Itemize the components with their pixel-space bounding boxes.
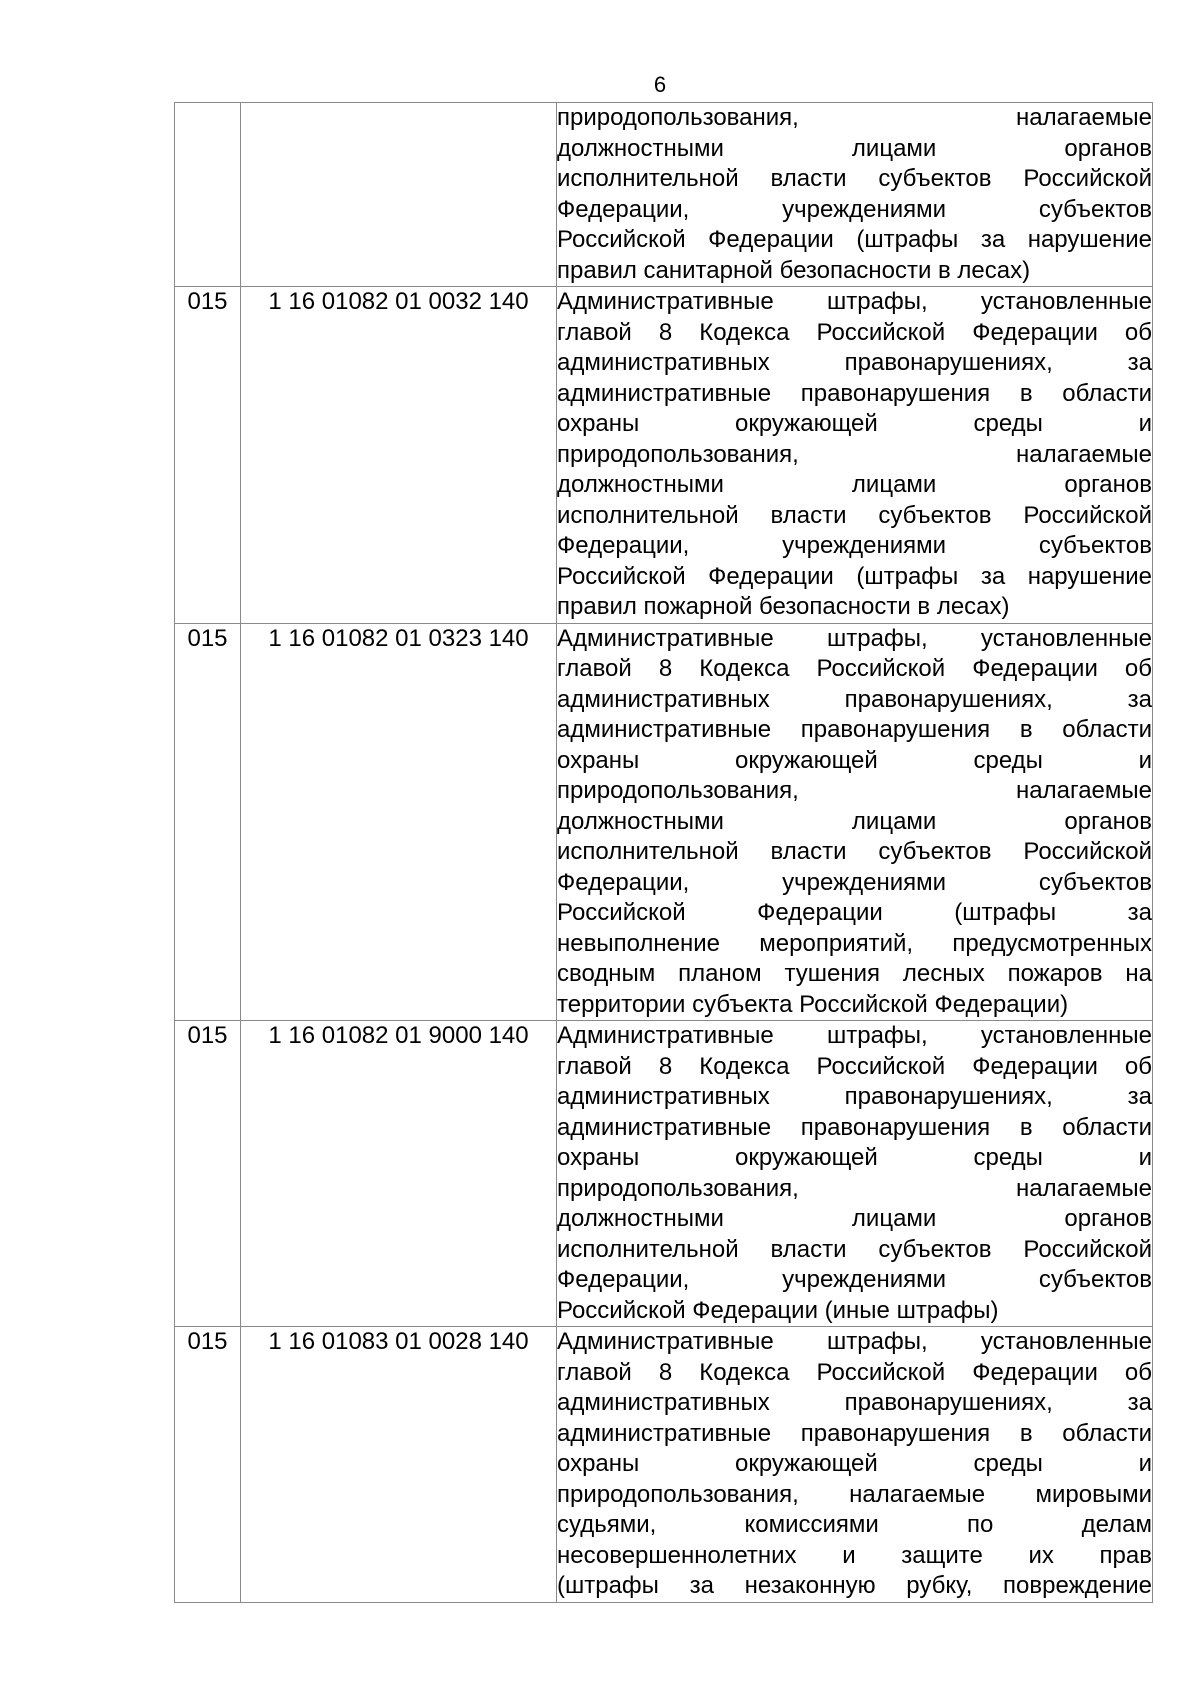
kbk-code-cell: [241, 103, 557, 287]
description-line: охраны окружающей среды и: [557, 1144, 1152, 1171]
kbk-code-cell: 1 16 01082 01 0323 140: [241, 623, 557, 1021]
description-line: Российской Федерации (штрафы за нарушение: [557, 226, 1152, 253]
page-number: 6: [653, 72, 667, 97]
description-line: главой 8 Кодекса Российской Федерации об: [557, 1358, 1152, 1386]
description-line: должностными лицами органов: [557, 471, 1152, 498]
description-line: природопользования, налагаемые: [557, 440, 1152, 468]
description-line: административных правонарушениях, за: [557, 685, 1152, 713]
description-line: исполнительной власти субъектов Российской: [557, 1235, 1152, 1263]
description-line: несовершеннолетних и защите их прав: [557, 1541, 1152, 1569]
description-line: Административные штрафы, установленные: [557, 624, 1152, 652]
description-line: исполнительной власти субъектов Российской: [557, 838, 1152, 865]
admin-code-cell: 015: [175, 287, 241, 624]
description-line: Федерации, учреждениями субъектов: [557, 532, 1152, 559]
kbk-code-cell: 1 16 01082 01 9000 140: [241, 1021, 557, 1327]
description-cell: [557, 1327, 1153, 1603]
description-line: административные правонарушения в области: [557, 716, 1152, 743]
description-line: Федерации, учреждениями субъектов: [557, 195, 1152, 223]
description-line: природопользования, налагаемые: [557, 1174, 1152, 1202]
admin-code-cell: 015: [175, 623, 241, 1021]
description-line: исполнительной власти субъектов Российской: [557, 501, 1152, 529]
description-line: главой 8 Кодекса Российской Федерации об: [557, 318, 1152, 346]
budget-codes-table: [174, 102, 1153, 1603]
description-line: должностными лицами органов: [557, 1205, 1152, 1232]
kbk-code-cell: 1 16 01082 01 0032 140: [241, 287, 557, 624]
description-line: административных правонарушениях, за: [557, 349, 1152, 376]
description-cell: [557, 287, 1153, 624]
description-cell: [557, 1021, 1153, 1327]
description-line: сводным планом тушения лесных пожаров на: [557, 960, 1152, 987]
description-line: охраны окружающей среды и: [557, 410, 1152, 437]
description-line: природопользования, налагаемые мировыми: [557, 1480, 1152, 1508]
description-line: должностными лицами органов: [557, 134, 1152, 162]
description-line: главой 8 Кодекса Российской Федерации об: [557, 1052, 1152, 1080]
description-line: административных правонарушениях, за: [557, 1389, 1152, 1416]
description-line: должностными лицами органов: [557, 807, 1152, 835]
description-line: административные правонарушения в области: [557, 1419, 1152, 1447]
description-line: исполнительной власти субъектов Российской: [557, 165, 1152, 192]
description-line: Российской Федерации (штрафы за: [557, 899, 1152, 926]
description-line: Российской Федерации (штрафы за нарушение: [557, 562, 1152, 590]
description-line: Федерации, учреждениями субъектов: [557, 1266, 1152, 1293]
admin-code-cell: [175, 103, 241, 287]
description-line: Российской Федерации (иные штрафы): [557, 1296, 999, 1324]
description-line: судьями, комиссиями по делам: [557, 1511, 1152, 1538]
description-line: правил пожарной безопасности в лесах): [557, 593, 1010, 620]
description-cell: [557, 103, 1153, 287]
description-line: территории субъекта Российской Федерации): [557, 990, 1069, 1018]
description-line: охраны окружающей среды и: [557, 746, 1152, 774]
table-row: [175, 1327, 1153, 1603]
description-line: административные правонарушения в области: [557, 1113, 1152, 1141]
description-line: охраны окружающей среды и: [557, 1450, 1152, 1477]
description-line: Федерации, учреждениями субъектов: [557, 868, 1152, 896]
kbk-code-cell: 1 16 01083 01 0028 140: [241, 1327, 557, 1603]
table-row: [175, 623, 1153, 1021]
admin-code-cell: 015: [175, 1021, 241, 1327]
description-cell: [557, 623, 1153, 1021]
description-line: Административные штрафы, установленные: [557, 288, 1152, 315]
description-line: главой 8 Кодекса Российской Федерации об: [557, 655, 1152, 682]
table-row: [175, 1021, 1153, 1327]
table-row: [175, 287, 1153, 624]
table-row: [175, 103, 1153, 287]
description-line: невыполнение мероприятий, предусмотренных: [557, 929, 1152, 957]
description-line: природопользования, налагаемые: [557, 104, 1152, 131]
admin-code-cell: 015: [175, 1327, 241, 1603]
description-line: природопользования, налагаемые: [557, 777, 1152, 804]
description-line: Административные штрафы, установленные: [557, 1022, 1152, 1049]
description-line: правил санитарной безопасности в лесах): [557, 256, 1031, 284]
description-line: административные правонарушения в области: [557, 379, 1152, 407]
description-line: Административные штрафы, установленные: [557, 1328, 1152, 1355]
description-line: административных правонарушениях, за: [557, 1083, 1152, 1110]
description-line: (штрафы за незаконную рубку, повреждение: [557, 1572, 1152, 1599]
